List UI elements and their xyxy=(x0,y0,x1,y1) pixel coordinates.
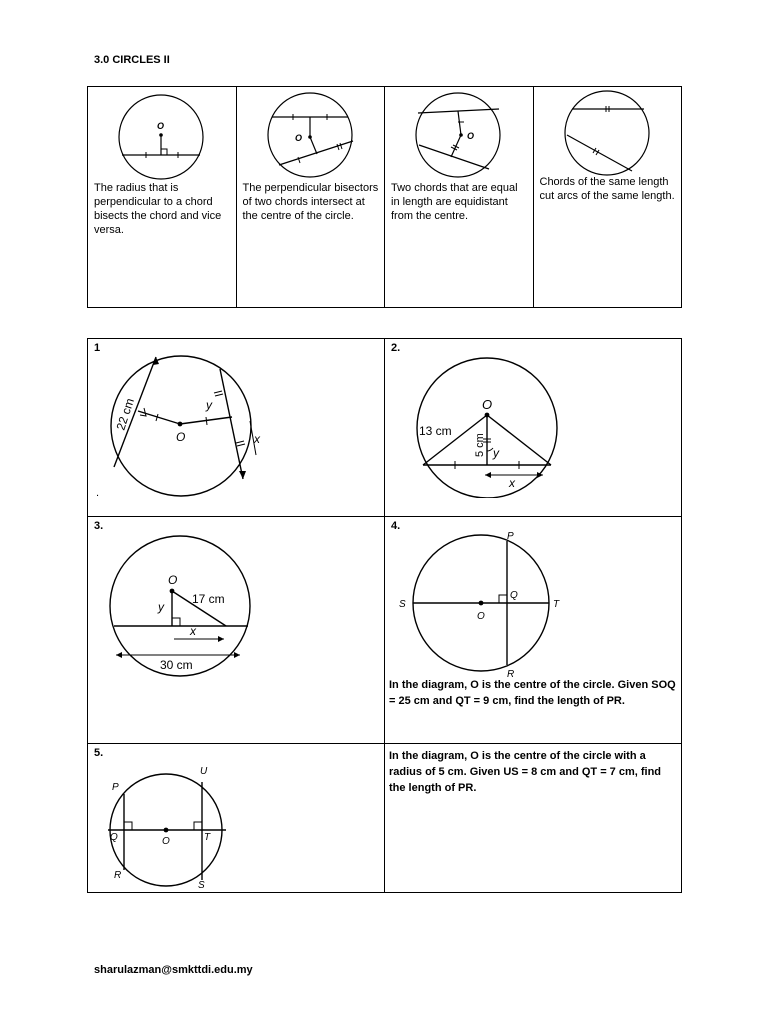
fact-4-text: Chords of the same length cut arcs of the same length. xyxy=(539,176,675,202)
question-2-distance-label: 5 cm xyxy=(474,433,486,457)
footer-email: sharulazman@smkttdi.edu.my xyxy=(94,964,253,976)
question-cell-4 xyxy=(385,517,682,744)
question-4-t-label: T xyxy=(553,599,560,610)
question-2-radius-label: 13 cm xyxy=(419,424,452,438)
fact-2-text: The perpendicular bisectors of two chords intersect at the centre of the circle. xyxy=(242,182,379,222)
fact-3-text: Two chords that are equal in length are equidistant from the centre. xyxy=(391,182,518,222)
question-1-y-label: y xyxy=(206,398,212,412)
question-4-q-label: Q xyxy=(510,590,518,601)
question-4-o-label: O xyxy=(477,611,485,622)
fact-2-o-label: O xyxy=(294,133,302,143)
fact-3-diagram xyxy=(403,89,513,181)
fact-4-diagram xyxy=(552,89,662,181)
question-4-s-label: S xyxy=(399,599,406,610)
question-3-o-label: O xyxy=(168,573,178,587)
question-5-diagram xyxy=(104,760,244,890)
question-cell-1 xyxy=(88,339,385,517)
question-3-diagram xyxy=(108,531,268,691)
question-2-diagram xyxy=(405,353,585,498)
question-1-dot: . xyxy=(96,487,100,499)
question-cell-2 xyxy=(385,339,682,517)
question-5-number: 5. xyxy=(94,747,104,759)
question-5-t-label: T xyxy=(204,832,211,843)
questions-table xyxy=(87,338,682,893)
question-5-text: In the diagram, O is the centre of the circle with a radius of 5 cm. Given US = 8 cm and QT = 7 cm, find the length of PR. xyxy=(389,750,662,794)
question-3-x-label: x xyxy=(190,624,196,638)
facts-table xyxy=(87,86,682,308)
question-2-y-label: y xyxy=(493,446,499,460)
fact-cell-1 xyxy=(88,87,237,308)
question-4-text: In the diagram, O is the centre of the circle. Given SOQ = 25 cm and QT = 9 cm, find the length of PR. xyxy=(389,679,676,707)
fact-1-text: The radius that is perpendicular to a chord bisects the chord and vice versa. xyxy=(94,182,222,236)
fact-1-diagram xyxy=(106,89,216,181)
question-5-s-label: S xyxy=(198,880,205,890)
question-5-p-label: P xyxy=(112,782,119,793)
fact-cell-4 xyxy=(533,87,682,308)
question-3-chord-label: 30 cm xyxy=(160,658,193,672)
question-3-y-label: y xyxy=(158,600,164,614)
question-4-number: 4. xyxy=(391,520,401,532)
fact-cell-3 xyxy=(385,87,534,308)
question-4-p-label: P xyxy=(507,531,514,542)
fact-2-diagram xyxy=(255,89,365,181)
fact-3-o-label: O xyxy=(467,131,475,141)
fact-1-o-label: O xyxy=(157,121,165,131)
question-cell-5 xyxy=(88,744,385,893)
question-1-number: 1 xyxy=(94,342,101,354)
question-1-o-label: O xyxy=(176,430,186,444)
question-1-x-label: x xyxy=(254,432,260,446)
question-cell-5-text xyxy=(385,744,682,893)
question-5-q-label: Q xyxy=(110,832,118,843)
question-1-chord-label: 22 cm xyxy=(113,396,137,432)
question-2-o-label: O xyxy=(482,397,493,412)
page-title: 3.0 CIRCLES II xyxy=(94,54,170,66)
question-4-diagram xyxy=(389,531,569,681)
question-3-number: 3. xyxy=(94,520,104,532)
question-5-o-label: O xyxy=(162,836,170,847)
question-2-x-label: x xyxy=(509,476,515,490)
question-3-radius-label: 17 cm xyxy=(192,592,225,606)
fact-cell-2 xyxy=(236,87,385,308)
question-5-r-label: R xyxy=(114,870,122,881)
question-2-number: 2. xyxy=(391,342,401,354)
question-1-diagram xyxy=(96,351,266,501)
question-4-r-label: R xyxy=(507,669,515,680)
question-cell-3 xyxy=(88,517,385,744)
question-5-u-label: U xyxy=(200,766,208,777)
